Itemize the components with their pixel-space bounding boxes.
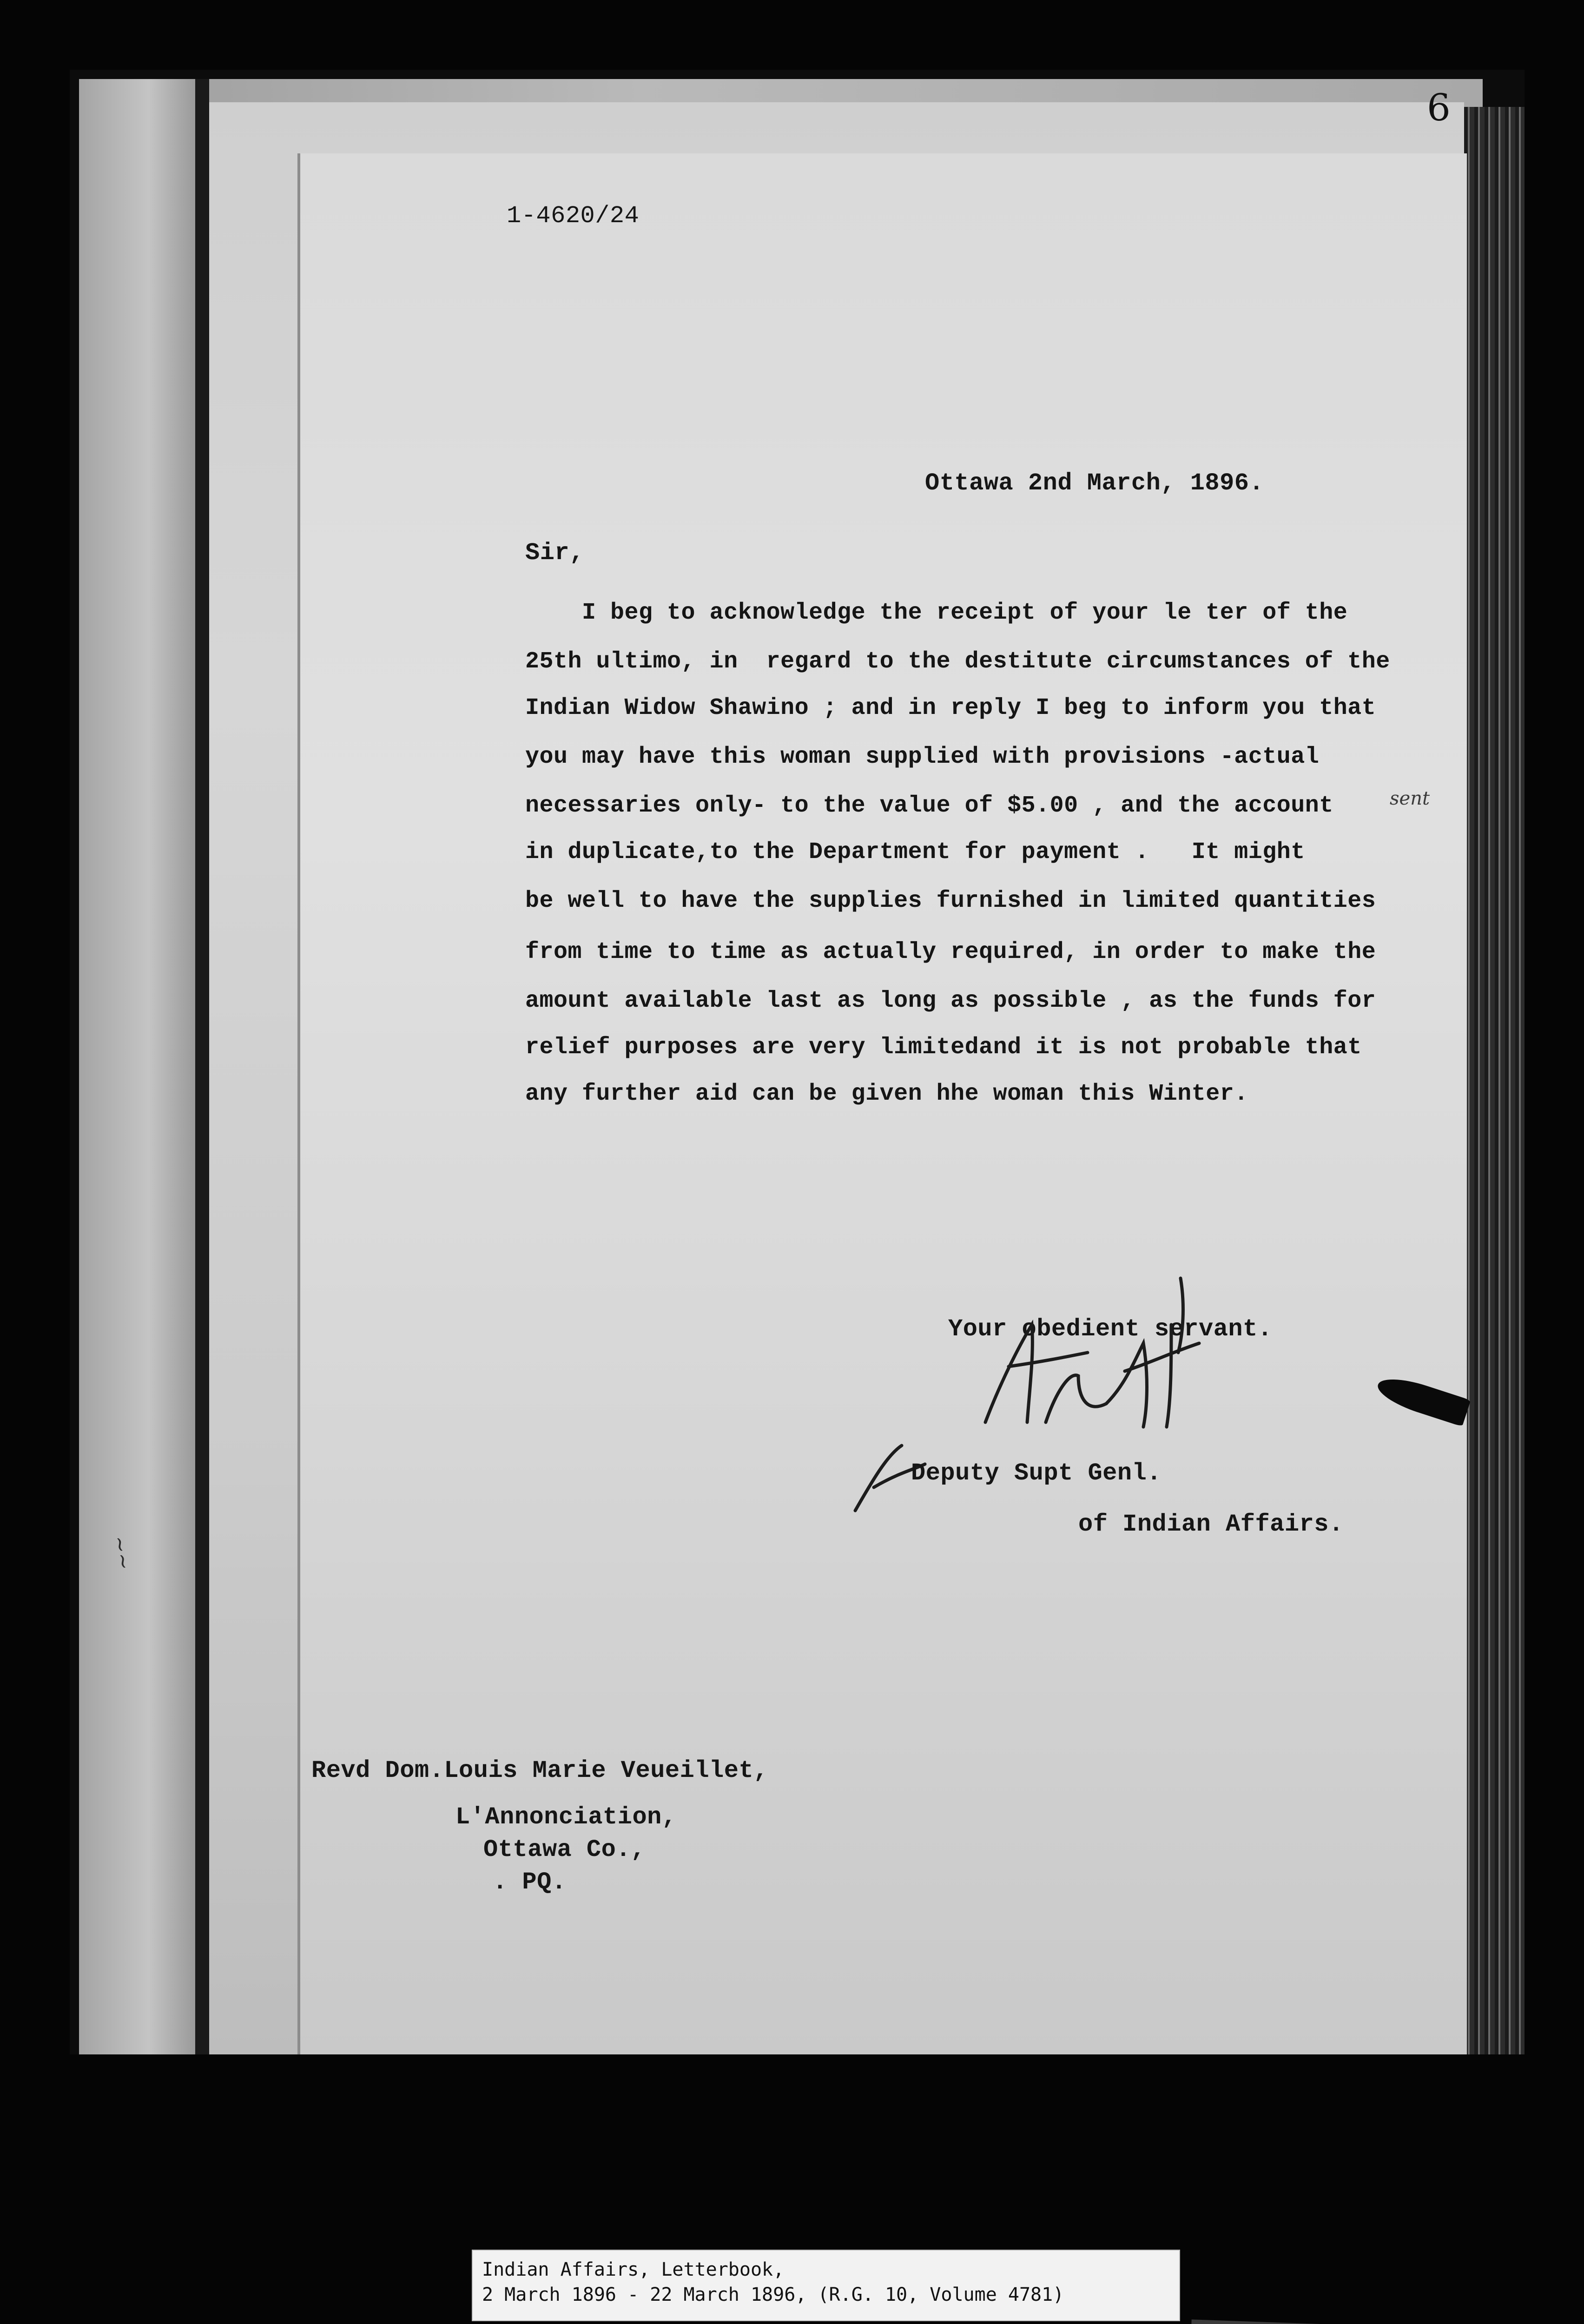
addressee-line: L'Annonciation, [455, 1803, 677, 1831]
body-line: I beg to acknowledge the receipt of your le ter of the [525, 600, 1348, 626]
salutation: Sir, [525, 539, 584, 567]
body-line: be well to have the supplies furnished in limited quantities [525, 888, 1376, 914]
letter-closing: Your obedient servant. [948, 1315, 1273, 1343]
body-line: Indian Widow Shawino ; and in reply I beg to inform you that [525, 695, 1376, 721]
addressee-line: Ottawa Co., [483, 1836, 646, 1863]
handwritten-signature [846, 1269, 1227, 1529]
body-line: in duplicate,to the Department for payment . It might [525, 839, 1305, 865]
body-line: relief purposes are very limitedand it is not probable that [525, 1034, 1362, 1061]
poor-copy-tab [1188, 2319, 1452, 2324]
letter-date: Ottawa 2nd March, 1896. [925, 469, 1264, 497]
addressee-line: Revd Dom.Louis Marie Veueillet, [311, 1757, 768, 1784]
body-line: any further aid can be given hhe woman this Winter. [525, 1081, 1248, 1107]
addressee-line: . PQ. [493, 1868, 567, 1896]
body-line: 25th ultimo, in regard to the destitute circumstances of the [525, 648, 1390, 675]
signature-department: of Indian Affairs. [1078, 1511, 1344, 1538]
body-line: necessaries only- to the value of $5.00 , and the account [525, 792, 1333, 819]
reference-label-line: Indian Affairs, Letterbook, [482, 2259, 785, 2280]
reference-label-line: 2 March 1896 - 22 March 1896, (R.G. 10, Volume 4781) [482, 2284, 1064, 2305]
side-margin-mark: ∼∼ [107, 1534, 137, 1572]
left-margin-strip [79, 79, 195, 2054]
page-stack-edge [1464, 107, 1525, 2054]
body-line: from time to time as actually required, in order to make the [525, 939, 1376, 965]
folio-number: 6 [1427, 86, 1451, 129]
signature-title: Deputy Supt Genl. [911, 1459, 1162, 1487]
body-line: amount available last as long as possible , as the funds for [525, 988, 1376, 1014]
body-line: you may have this woman supplied with provisions -actual [525, 744, 1320, 770]
handwritten-margin-note: sent [1390, 788, 1430, 809]
binding-gutter [195, 79, 209, 2054]
file-reference: 1-4620/24 [507, 202, 640, 230]
reference-label [472, 2250, 1180, 2321]
